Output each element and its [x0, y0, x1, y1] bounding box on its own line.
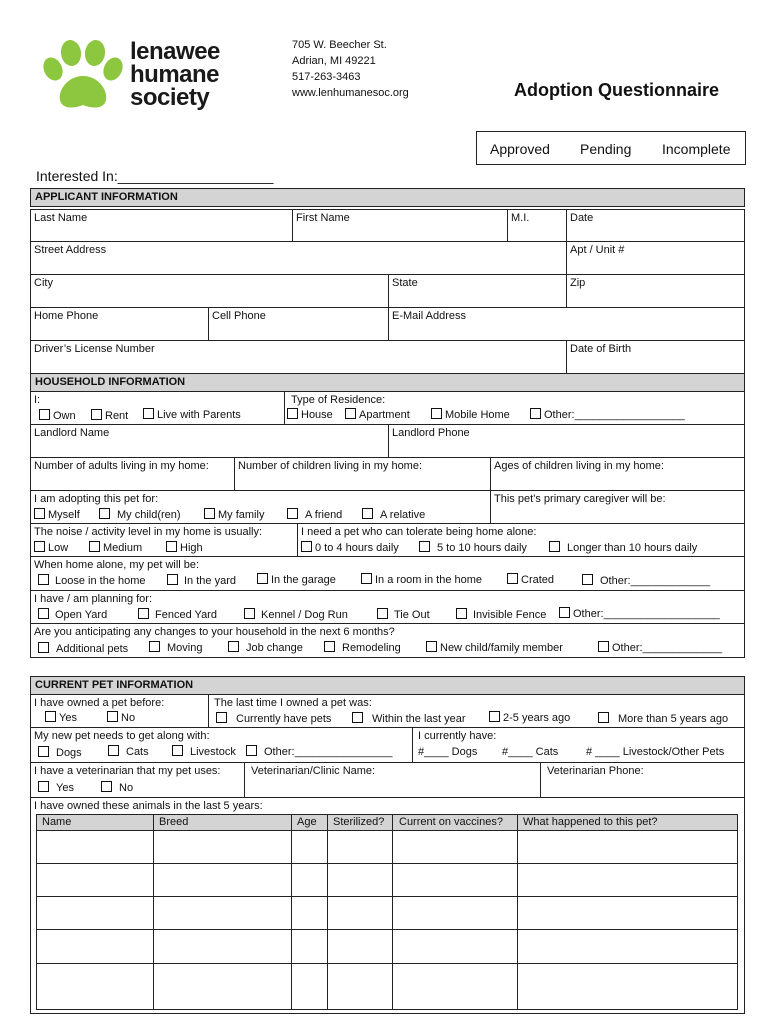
children-label: Number of children living in my home: [238, 460, 423, 472]
first-name-field[interactable] [292, 209, 508, 242]
my-family-option[interactable]: My family [204, 508, 264, 522]
dob-label: Date of Birth [570, 343, 632, 355]
owned-before-cell [30, 694, 209, 728]
current-pet-header: CURRENT PET INFORMATION [30, 676, 745, 695]
col-sterilized: Sterilized? [333, 816, 385, 828]
currently-have-label: I currently have: [418, 730, 497, 742]
garage-option[interactable]: In the garage [257, 573, 336, 587]
landlord-phone-label: Landlord Phone [392, 427, 470, 439]
count-dogs-field[interactable]: #____ Dogs [418, 746, 478, 758]
last-name-label: Last Name [34, 212, 88, 224]
city-label: City [34, 277, 53, 289]
five-plus-years-checkbox[interactable] [598, 712, 609, 723]
home-phone-label: Home Phone [34, 310, 99, 322]
org-phone: 517-263-3463 [292, 71, 361, 83]
email-label: E-Mail Address [392, 310, 466, 322]
address-line1: 705 W. Beecher St. [292, 39, 387, 51]
crated-option[interactable]: Crated [507, 573, 554, 587]
live-parents-option[interactable]: Live with Parents [143, 408, 241, 422]
status-box [476, 131, 746, 165]
new-child-checkbox[interactable] [426, 641, 437, 652]
residence-other-option[interactable]: Other:__________________ [530, 408, 685, 422]
col-age: Age [297, 816, 317, 828]
apt-field[interactable] [566, 241, 745, 275]
license-field[interactable] [30, 340, 567, 374]
moving-checkbox[interactable] [149, 641, 160, 652]
alone-other-checkbox[interactable] [582, 574, 593, 585]
a-relative-option[interactable]: A relative [362, 508, 425, 522]
five-plus-years-option[interactable]: More than 5 years ago [598, 712, 728, 726]
invisible-fence-option[interactable]: Invisible Fence [456, 608, 546, 622]
two-five-years-checkbox[interactable] [489, 711, 500, 722]
along-livestock-checkbox[interactable] [172, 745, 183, 756]
table-row[interactable] [36, 897, 738, 929]
residence-type-cell [284, 391, 745, 425]
vet-uses-label: I have a veterinarian that my pet uses: [34, 765, 221, 777]
landlord-name-label: Landlord Name [34, 427, 110, 439]
changes-cell [30, 623, 745, 658]
adults-field[interactable] [30, 457, 235, 491]
ages-label: Ages of children living in my home: [494, 460, 664, 472]
col-breed: Breed [159, 816, 189, 828]
house-option[interactable]: House [287, 408, 333, 422]
tie-out-option[interactable]: Tie Out [377, 608, 430, 622]
residence-status-cell [30, 391, 285, 425]
myself-checkbox[interactable] [34, 508, 45, 519]
changes-other-option[interactable]: Other:_____________ [598, 641, 722, 655]
job-change-option[interactable]: Job change [228, 641, 303, 655]
mobile-home-checkbox[interactable] [431, 408, 442, 419]
col-vaccines: Current on vaccines? [399, 816, 503, 828]
room-option[interactable]: In a room in the home [361, 573, 482, 587]
applicant-header: APPLICANT INFORMATION [30, 188, 745, 207]
myself-option[interactable]: Myself [34, 508, 80, 522]
kennel-option[interactable]: Kennel / Dog Run [244, 608, 348, 622]
fenced-yard-option[interactable]: Fenced Yard [138, 608, 217, 622]
owned-no-checkbox[interactable] [107, 711, 118, 722]
children-field[interactable] [234, 457, 491, 491]
a-relative-checkbox[interactable] [362, 508, 373, 519]
get-along-cell [30, 727, 413, 763]
adults-label: Number of adults living in my home: [34, 460, 209, 472]
fenced-yard-checkbox[interactable] [138, 608, 149, 619]
a-friend-checkbox[interactable] [287, 508, 298, 519]
owned-yes-option[interactable]: Yes [45, 711, 77, 725]
city-field[interactable] [30, 274, 389, 308]
residence-label: Type of Residence: [291, 394, 386, 406]
within-year-checkbox[interactable] [352, 712, 363, 723]
date-label: Date [570, 212, 594, 224]
currently-have-cell [412, 727, 745, 763]
changes-label: Are you anticipating any changes to your household in the next 6 months? [34, 626, 395, 638]
my-children-checkbox[interactable] [99, 508, 110, 519]
apartment-checkbox[interactable] [345, 408, 356, 419]
tolerate-0-4-option[interactable]: 0 to 4 hours daily [301, 541, 399, 555]
alone-label: When home alone, my pet will be: [34, 559, 200, 571]
tolerate-10plus-checkbox[interactable] [549, 541, 560, 552]
own-checkbox[interactable] [39, 409, 50, 420]
house-checkbox[interactable] [287, 408, 298, 419]
along-livestock-option[interactable]: Livestock [172, 745, 236, 759]
zip-label: Zip [570, 277, 586, 289]
loose-checkbox[interactable] [38, 574, 49, 585]
org-name-line3: society [130, 84, 210, 111]
col-happened: What happened to this pet? [523, 816, 658, 828]
status-pending[interactable]: Pending [580, 141, 632, 157]
mi-field[interactable] [507, 209, 567, 242]
vet-no-checkbox[interactable] [101, 781, 112, 792]
adopting-for-cell [30, 490, 491, 524]
clinic-label: Veterinarian/Clinic Name: [251, 765, 376, 777]
own-option[interactable]: Own [39, 409, 76, 423]
along-other-option[interactable]: Other:________________ [246, 745, 392, 759]
high-checkbox[interactable] [166, 541, 177, 552]
org-logo [40, 38, 240, 118]
cell-phone-field[interactable] [208, 307, 389, 341]
clinic-field[interactable] [244, 762, 541, 798]
ages-field[interactable] [490, 457, 745, 491]
vet-phone-field[interactable] [540, 762, 745, 798]
kennel-checkbox[interactable] [244, 608, 255, 619]
along-dogs-option[interactable]: Dogs [38, 746, 82, 760]
caregiver-label: This pet’s primary caregiver will be: [494, 493, 666, 505]
status-incomplete[interactable]: Incomplete [662, 141, 731, 157]
noise-cell [30, 523, 298, 557]
planning-cell [30, 590, 745, 624]
address-line2: Adrian, MI 49221 [292, 55, 376, 67]
yard-checkbox[interactable] [167, 574, 178, 585]
additional-pets-checkbox[interactable] [38, 642, 49, 653]
email-field[interactable] [388, 307, 745, 341]
last-time-cell [208, 694, 745, 728]
table-row[interactable] [36, 864, 738, 896]
last-time-label: The last time I owned a pet was: [214, 697, 372, 709]
remodeling-option[interactable]: Remodeling [324, 641, 401, 655]
noise-label: The noise / activity level in my home is usually: [34, 526, 263, 538]
apartment-option[interactable]: Apartment [345, 408, 410, 422]
garage-checkbox[interactable] [257, 573, 268, 584]
alone-cell [30, 556, 745, 591]
org-name-line1: lenawee [130, 38, 220, 65]
org-website[interactable]: www.lenhumanesoc.org [292, 87, 409, 99]
owned-no-option[interactable]: No [107, 711, 135, 725]
medium-option[interactable]: Medium [89, 541, 142, 555]
apt-label: Apt / Unit # [570, 244, 625, 256]
remodeling-checkbox[interactable] [324, 641, 335, 652]
form-title: Adoption Questionnaire [514, 80, 719, 100]
my-children-option[interactable]: My child(ren) [99, 508, 181, 522]
open-yard-option[interactable]: Open Yard [38, 608, 107, 622]
planning-other-option[interactable]: Other:___________________ [559, 607, 720, 621]
zip-field[interactable] [566, 274, 745, 308]
col-name: Name [42, 816, 72, 828]
live-parents-checkbox[interactable] [143, 408, 154, 419]
tolerate-label: I need a pet who can tolerate being home alone: [301, 526, 537, 538]
additional-pets-option[interactable]: Additional pets [38, 642, 128, 656]
room-checkbox[interactable] [361, 573, 372, 584]
vet-no-option[interactable]: No [101, 781, 133, 795]
org-name-line2: humane [130, 61, 220, 88]
owned-before-label: I have owned a pet before: [34, 697, 165, 709]
license-label: Driver’s License Number [34, 343, 155, 355]
two-five-years-option[interactable]: 2-5 years ago [489, 711, 570, 725]
along-dogs-checkbox[interactable] [38, 746, 49, 757]
table-row[interactable] [36, 964, 738, 1009]
tolerate-5-10-checkbox[interactable] [419, 541, 430, 552]
paw-icon [40, 38, 126, 114]
changes-other-checkbox[interactable] [598, 641, 609, 652]
interested-in-field[interactable]: Interested In:____________________ [36, 168, 274, 184]
vet-yes-option[interactable]: Yes [38, 781, 74, 795]
last-name-field[interactable] [30, 209, 293, 242]
rent-checkbox[interactable] [91, 409, 102, 420]
planning-other-checkbox[interactable] [559, 607, 570, 618]
vet-phone-label: Veterinarian Phone: [547, 765, 644, 777]
count-livestock-field[interactable]: # ____ Livestock/Other Pets [586, 746, 725, 758]
owned-animals-label: I have owned these animals in the last 5 years: [34, 800, 263, 812]
within-year-option[interactable]: Within the last year [352, 712, 466, 726]
yard-option[interactable]: In the yard [167, 574, 236, 588]
landlord-phone-field[interactable] [388, 424, 745, 458]
a-friend-option[interactable]: A friend [287, 508, 342, 522]
state-label: State [392, 277, 418, 289]
table-row[interactable] [36, 831, 738, 863]
along-cats-option[interactable]: Cats [108, 745, 149, 759]
alone-other-option[interactable]: Other:_____________ [582, 574, 710, 588]
moving-option[interactable]: Moving [149, 641, 202, 655]
tolerate-cell [297, 523, 745, 557]
residence-other-checkbox[interactable] [530, 408, 541, 419]
vet-yes-checkbox[interactable] [38, 781, 49, 792]
status-approved[interactable]: Approved [490, 141, 550, 157]
home-phone-field[interactable] [30, 307, 209, 341]
caregiver-field[interactable] [490, 490, 745, 524]
new-child-option[interactable]: New child/family member [426, 641, 563, 655]
household-header: HOUSEHOLD INFORMATION [30, 373, 745, 392]
mobile-home-option[interactable]: Mobile Home [431, 408, 510, 422]
mi-label: M.I. [511, 212, 530, 224]
dob-field[interactable] [566, 340, 745, 374]
street-field[interactable] [30, 241, 567, 275]
tolerate-5-10-option[interactable]: 5 to 10 hours daily [419, 541, 527, 555]
cell-phone-label: Cell Phone [212, 310, 266, 322]
adopting-label: I am adopting this pet for: [34, 493, 159, 505]
street-label: Street Address [34, 244, 107, 256]
date-field[interactable] [566, 209, 745, 242]
state-field[interactable] [388, 274, 567, 308]
planning-label: I have / am planning for: [34, 593, 153, 605]
tolerate-10plus-option[interactable]: Longer than 10 hours daily [549, 541, 697, 555]
org-address [292, 37, 409, 101]
my-family-checkbox[interactable] [204, 508, 215, 519]
owned-yes-checkbox[interactable] [45, 711, 56, 722]
currently-have-checkbox[interactable] [216, 712, 227, 723]
tie-out-checkbox[interactable] [377, 608, 388, 619]
count-cats-field[interactable]: #____ Cats [502, 746, 559, 758]
rent-option[interactable]: Rent [91, 409, 128, 423]
crated-checkbox[interactable] [507, 573, 518, 584]
low-option[interactable]: Low [34, 541, 68, 555]
get-along-label: My new pet needs to get along with: [34, 730, 210, 742]
animals-table [36, 814, 738, 1010]
table-row[interactable] [36, 930, 738, 963]
medium-checkbox[interactable] [89, 541, 100, 552]
invisible-fence-checkbox[interactable] [456, 608, 467, 619]
currently-have-option[interactable]: Currently have pets [216, 712, 331, 726]
vet-uses-cell [30, 762, 245, 798]
high-option[interactable]: High [166, 541, 203, 555]
landlord-name-field[interactable] [30, 424, 389, 458]
tolerate-0-4-checkbox[interactable] [301, 541, 312, 552]
first-name-label: First Name [296, 212, 350, 224]
job-change-checkbox[interactable] [228, 641, 239, 652]
open-yard-checkbox[interactable] [38, 608, 49, 619]
loose-option[interactable]: Loose in the home [38, 574, 146, 588]
along-other-checkbox[interactable] [246, 745, 257, 756]
low-checkbox[interactable] [34, 541, 45, 552]
along-cats-checkbox[interactable] [108, 745, 119, 756]
i-label: I: [34, 394, 41, 406]
